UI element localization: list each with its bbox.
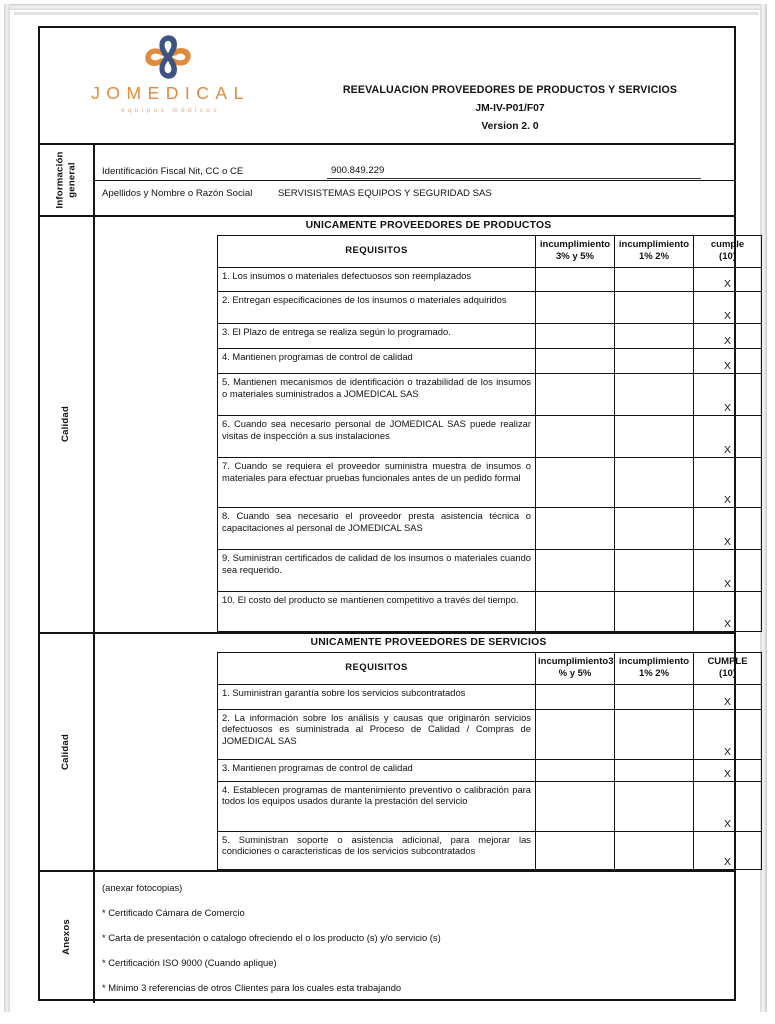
anexo-item: * Minimo 3 referencias de otros Clientes para los cuales esta trabajando bbox=[102, 981, 402, 993]
section-label-text: Información general bbox=[54, 151, 78, 209]
col-cumple-line2: (10) bbox=[719, 667, 736, 679]
document-code: JM-IV-P01/F07 bbox=[475, 103, 545, 114]
check-mark: X bbox=[723, 855, 731, 868]
check-mark: X bbox=[723, 577, 731, 590]
header-title-block bbox=[290, 84, 730, 132]
productos-body bbox=[95, 217, 762, 632]
col-cumple-line2: (10) bbox=[719, 250, 736, 262]
section-anexos bbox=[40, 872, 734, 1003]
requisito-text: 10. El costo del producto se mantienen competitivo a través del tiempo. bbox=[218, 591, 536, 631]
incumplimiento-mark-cell[interactable] bbox=[615, 267, 694, 291]
razon-social-value[interactable]: SERVISISTEMAS EQUIPOS Y SEGURIDAD SAS bbox=[278, 188, 492, 199]
requisito-text: 5. Suministran soporte o asistencia adicional, para mejorar las condiciones o caracteristicas de los servicios subcontratados bbox=[218, 831, 536, 869]
check-mark: X bbox=[723, 443, 731, 456]
cumple-mark-cell[interactable] bbox=[694, 348, 762, 373]
servicios-band-title: UNICAMENTE PROVEEDORES DE SERVICIOS bbox=[310, 636, 547, 648]
requisito-text: 4. Mantienen programas de control de calidad bbox=[218, 348, 536, 373]
check-mark: X bbox=[723, 359, 731, 372]
table-row bbox=[218, 291, 762, 323]
col-incumplimiento-b-line2: 1% 2% bbox=[638, 667, 670, 679]
document-version: Version 2. 0 bbox=[481, 121, 539, 132]
incumplimiento-mark-cell[interactable] bbox=[615, 291, 694, 323]
form-document bbox=[38, 26, 748, 1001]
incumplimiento-mark-cell[interactable] bbox=[615, 415, 694, 457]
table-row bbox=[218, 591, 762, 631]
table-row bbox=[218, 709, 762, 759]
cumple-mark-cell[interactable] bbox=[694, 323, 762, 348]
table-row bbox=[218, 457, 762, 507]
productos-table-body bbox=[218, 267, 762, 631]
incumplimiento-mark-cell[interactable] bbox=[536, 373, 615, 415]
incumplimiento-mark-cell[interactable] bbox=[536, 831, 615, 869]
col-incumplimiento-a-line1: incumplimiento bbox=[539, 239, 611, 250]
requisito-text: 3. Mantienen programas de control de calidad bbox=[218, 759, 536, 781]
check-mark: X bbox=[723, 334, 731, 347]
anexos-body bbox=[95, 872, 734, 1003]
check-mark: X bbox=[723, 695, 731, 708]
section-label-anexos bbox=[40, 872, 95, 1003]
cumple-mark-cell[interactable] bbox=[694, 831, 762, 869]
incumplimiento-mark-cell[interactable] bbox=[615, 507, 694, 549]
cumple-mark-cell[interactable] bbox=[694, 507, 762, 549]
incumplimiento-mark-cell[interactable] bbox=[615, 323, 694, 348]
incumplimiento-mark-cell[interactable] bbox=[536, 323, 615, 348]
company-logo bbox=[60, 34, 275, 114]
requisito-text: 2. La información sobre los análisis y causas que originarón servicios defectuosos es suministrada al Proceso de Calidad / Compras de JOMEDICAL SAS bbox=[218, 709, 536, 759]
incumplimiento-mark-cell[interactable] bbox=[536, 415, 615, 457]
col-incumplimiento-b bbox=[615, 652, 694, 684]
table-row bbox=[218, 373, 762, 415]
table-row bbox=[218, 781, 762, 831]
col-cumple-line1: CUMPLE bbox=[707, 655, 748, 667]
incumplimiento-mark-cell[interactable] bbox=[615, 549, 694, 591]
check-mark: X bbox=[723, 277, 731, 290]
cumple-mark-cell[interactable] bbox=[694, 591, 762, 631]
table-row bbox=[218, 684, 762, 709]
document-header bbox=[40, 28, 734, 145]
check-mark: X bbox=[723, 617, 731, 630]
check-mark: X bbox=[723, 745, 731, 758]
incumplimiento-mark-cell[interactable] bbox=[536, 709, 615, 759]
scan-edge-top-inner bbox=[14, 12, 759, 15]
check-mark: X bbox=[723, 817, 731, 830]
nit-row bbox=[95, 145, 734, 181]
requisito-text: 4. Establecen programas de mantenimiento preventivo o calibración para todos los equipos usados durante la prestación del servicio bbox=[218, 781, 536, 831]
table-row bbox=[218, 415, 762, 457]
servicios-header-row bbox=[218, 652, 762, 684]
nit-label: Identificación Fiscal Nit, CC o CE bbox=[102, 166, 244, 177]
anexo-item: * Carta de presentación o catalogo ofreciendo el o los producto (s) y/o servicio (s) bbox=[102, 931, 441, 943]
razon-social-label: Apellidos y Nombre o Razón Social bbox=[102, 188, 253, 199]
requisito-text: 9. Suministran certificados de calidad de los insumos o materiales cuando sea requerido. bbox=[218, 549, 536, 591]
requisito-text: 6. Cuando sea necesario personal de JOMEDICAL SAS puede realizar visitas de inspección a sus instalaciones bbox=[218, 415, 536, 457]
section-informacion-general bbox=[40, 145, 734, 217]
incumplimiento-mark-cell[interactable] bbox=[536, 759, 615, 781]
incumplimiento-mark-cell[interactable] bbox=[615, 457, 694, 507]
section-label-text: Anexos bbox=[60, 919, 72, 955]
incumplimiento-mark-cell[interactable] bbox=[615, 709, 694, 759]
check-mark: X bbox=[723, 309, 731, 322]
requisito-text: 5. Mantienen mecanismos de identificación o trazabilidad de los insumos o materiales suministrados a JOMEDICAL SAS bbox=[218, 373, 536, 415]
col-incumplimiento-b-line1: incumplimiento bbox=[618, 655, 690, 667]
informacion-general-body bbox=[95, 145, 734, 215]
section-calidad-productos bbox=[40, 217, 745, 634]
productos-band-title: UNICAMENTE PROVEEDORES DE PRODUCTOS bbox=[305, 220, 552, 231]
incumplimiento-mark-cell[interactable] bbox=[615, 781, 694, 831]
incumplimiento-mark-cell[interactable] bbox=[536, 781, 615, 831]
anexos-list bbox=[95, 872, 734, 1003]
incumplimiento-mark-cell[interactable] bbox=[536, 291, 615, 323]
table-row bbox=[218, 831, 762, 869]
col-requisitos: REQUISITOS bbox=[218, 652, 536, 684]
scan-edge-top bbox=[4, 4, 767, 10]
requisito-text: 1. Los insumos o materiales defectuosos son reemplazados bbox=[218, 267, 536, 291]
cumple-mark-cell[interactable] bbox=[694, 373, 762, 415]
col-incumplimiento-b bbox=[615, 236, 694, 268]
table-row bbox=[218, 759, 762, 781]
cumple-mark-cell[interactable] bbox=[694, 267, 762, 291]
logo-tagline: equipos médicos bbox=[121, 107, 220, 114]
cumple-mark-cell[interactable] bbox=[694, 709, 762, 759]
productos-header-row bbox=[218, 236, 762, 268]
anexo-item: * Certificado Cámara de Comercio bbox=[102, 906, 245, 918]
check-mark: X bbox=[723, 493, 731, 506]
col-incumplimiento-a-line1: incumplimiento3 bbox=[538, 655, 614, 667]
incumplimiento-mark-cell[interactable] bbox=[615, 759, 694, 781]
cumple-mark-cell[interactable] bbox=[694, 781, 762, 831]
anexo-item: * Certificación ISO 9000 (Cuando aplique) bbox=[102, 956, 277, 968]
incumplimiento-mark-cell[interactable] bbox=[536, 267, 615, 291]
check-mark: X bbox=[723, 401, 731, 414]
check-mark: X bbox=[723, 535, 731, 548]
scan-edge-left bbox=[4, 4, 10, 1012]
incumplimiento-mark-cell[interactable] bbox=[615, 373, 694, 415]
cumple-mark-cell[interactable] bbox=[694, 291, 762, 323]
servicios-table bbox=[217, 652, 762, 870]
requisito-text: 2. Entregan especificaciones de los insumos o materiales adquiridos bbox=[218, 291, 536, 323]
cumple-mark-cell[interactable] bbox=[694, 549, 762, 591]
servicios-table-body bbox=[218, 684, 762, 869]
section-label-text: Calidad bbox=[60, 406, 72, 443]
col-incumplimiento-a-line2: % y 5% bbox=[558, 667, 592, 679]
section-label-informacion-general bbox=[40, 145, 95, 215]
section-label-text: Calidad bbox=[60, 733, 72, 770]
nit-value[interactable]: 900.849.229 bbox=[327, 165, 701, 179]
incumplimiento-mark-cell[interactable] bbox=[536, 457, 615, 507]
table-row bbox=[218, 323, 762, 348]
cumple-mark-cell[interactable] bbox=[694, 457, 762, 507]
table-row bbox=[218, 549, 762, 591]
cumple-mark-cell[interactable] bbox=[694, 759, 762, 781]
col-requisitos: REQUISITOS bbox=[218, 236, 536, 268]
document-title: REEVALUACION PROVEEDORES DE PRODUCTOS Y SERVICIOS bbox=[342, 84, 678, 96]
logo-wordmark: JOMEDICAL bbox=[91, 83, 250, 103]
table-row bbox=[218, 267, 762, 291]
razon-social-row bbox=[95, 181, 734, 217]
anexo-item: (anexar fotocopias) bbox=[102, 881, 183, 893]
incumplimiento-mark-cell[interactable] bbox=[615, 684, 694, 709]
col-cumple-line1: cumple bbox=[710, 239, 745, 250]
table-row bbox=[218, 348, 762, 373]
incumplimiento-mark-cell[interactable] bbox=[536, 507, 615, 549]
cumple-mark-cell[interactable] bbox=[694, 684, 762, 709]
cumple-mark-cell[interactable] bbox=[694, 415, 762, 457]
clover-logo-svg bbox=[139, 34, 197, 80]
incumplimiento-mark-cell[interactable] bbox=[536, 684, 615, 709]
section-calidad-servicios bbox=[40, 634, 748, 872]
requisito-text: 1. Suministran garantía sobre los servicios subcontratados bbox=[218, 684, 536, 709]
incumplimiento-mark-cell[interactable] bbox=[536, 348, 615, 373]
incumplimiento-mark-cell[interactable] bbox=[615, 348, 694, 373]
productos-table bbox=[217, 235, 762, 632]
clover-logo-icon bbox=[139, 34, 197, 80]
incumplimiento-mark-cell[interactable] bbox=[615, 591, 694, 631]
col-incumplimiento-a-line2: 3% y 5% bbox=[555, 250, 595, 262]
col-incumplimiento-b-line1: incumplimiento bbox=[618, 239, 690, 250]
incumplimiento-mark-cell[interactable] bbox=[615, 831, 694, 869]
incumplimiento-mark-cell[interactable] bbox=[536, 591, 615, 631]
requisito-text: 8. Cuando sea necesario el proveedor presta asistencia técnica o capacitaciones al personal de JOMEDICAL SAS bbox=[218, 507, 536, 549]
incumplimiento-mark-cell[interactable] bbox=[536, 549, 615, 591]
section-label-calidad-productos bbox=[40, 217, 95, 632]
col-incumplimiento-b-line2: 1% 2% bbox=[638, 250, 670, 262]
check-mark: X bbox=[723, 767, 731, 780]
table-row bbox=[218, 507, 762, 549]
col-incumplimiento-a bbox=[536, 236, 615, 268]
col-incumplimiento-a bbox=[536, 652, 615, 684]
col-cumple bbox=[694, 652, 762, 684]
col-cumple bbox=[694, 236, 762, 268]
requisito-text: 3. El Plazo de entrega se realiza según lo programado. bbox=[218, 323, 536, 348]
section-label-calidad-servicios bbox=[40, 634, 95, 870]
servicios-body bbox=[95, 634, 762, 870]
requisito-text: 7. Cuando se requiera el proveedor suministra muestra de insumos o materiales para efectuar pruebas funcionales antes de un pedido formal bbox=[218, 457, 536, 507]
